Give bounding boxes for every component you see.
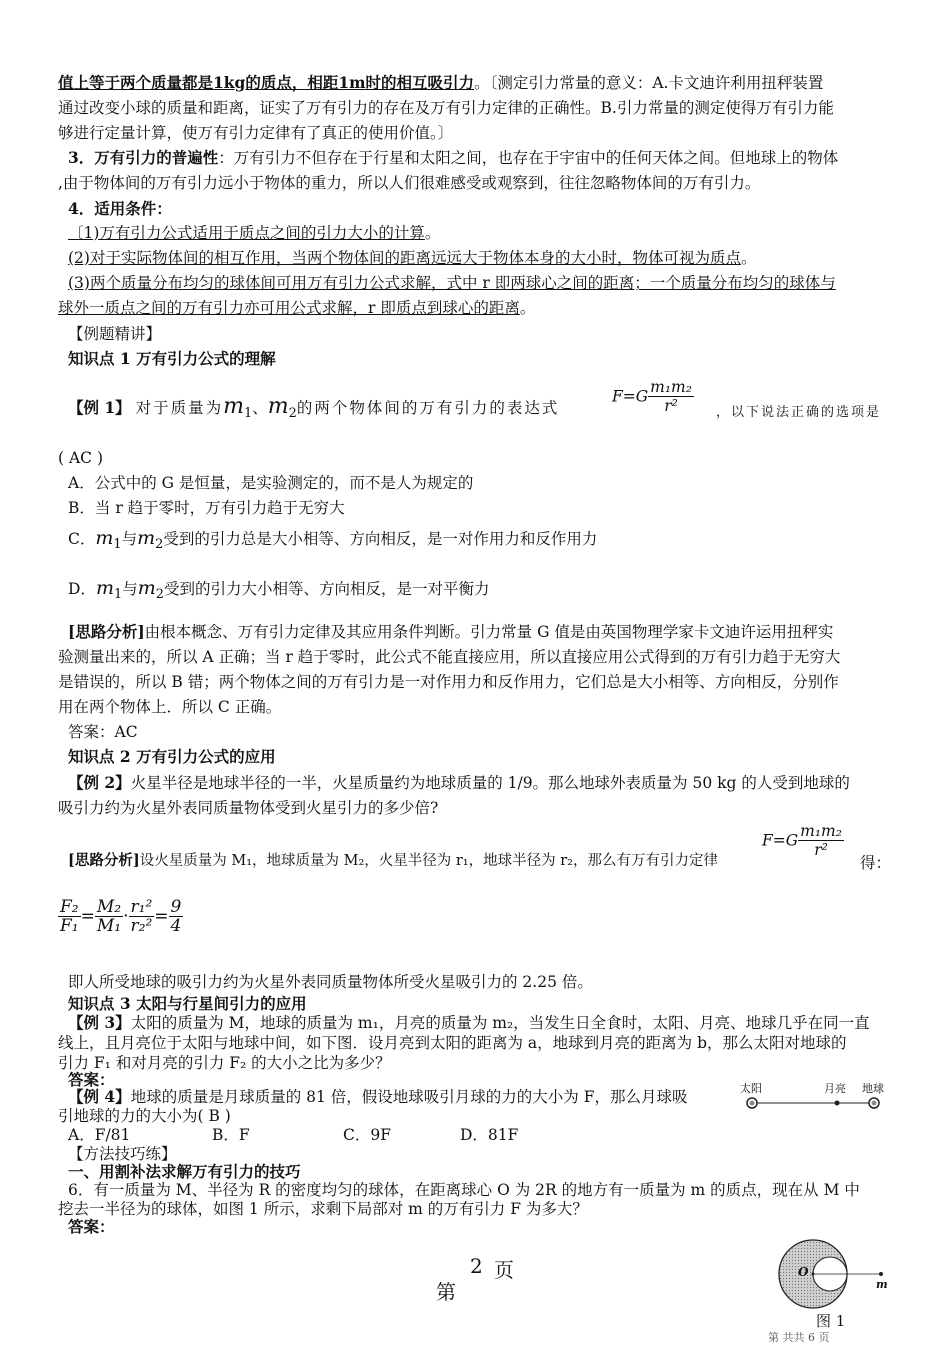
mass-point-icon <box>879 1272 883 1276</box>
ratio-4: 4 <box>170 916 182 936</box>
question-6-line-2: 挖去一半径为的球体，如图 1 所示，求剩下局部对 m 的万有引力 F 为多大？ <box>58 1200 588 1218</box>
paragraph-constant-line-2: 通过改变小球的质量和距离，证实了万有引力的存在及万有引力定律的正确性。B.引力常量的测定使得万有引力能 <box>58 99 834 117</box>
earth-core-icon <box>872 1101 877 1106</box>
example-4-label: 【例 4】 <box>68 1087 131 1106</box>
ratio-f1: F₁ <box>60 916 79 936</box>
example-4-line-2: 引地球的力的大小为( B ) <box>58 1107 231 1125</box>
universality-line-1 <box>68 148 838 168</box>
knowledge-point-1: 知识点 1 万有引力公式的理解 <box>68 349 276 368</box>
page-number: 2 <box>470 1254 483 1278</box>
skill-1-heading: 一、用割补法求解万有引力的技巧 <box>68 1162 301 1181</box>
ratio-m2: M₂ <box>96 897 122 917</box>
analysis-1-line-4: 用在两个物体上．所以 C 正确。 <box>58 698 282 716</box>
condition-1-text: 〔1)万有引力公式适用于质点之间的引力大小的计算 <box>68 224 425 242</box>
option-d-and: 与 <box>122 580 138 598</box>
example-4-option-d: D．81F <box>460 1126 519 1144</box>
example-1-m2-sub: 2 <box>288 406 297 422</box>
option-c-prefix: C． <box>68 530 96 548</box>
example-1-text-4: ，以下说法正确的选项是 <box>716 405 882 420</box>
ratio-r1-r2 <box>129 898 155 935</box>
constant-meaning: 。〔测定引力常量的意义：A.卡文迪许利用扭秤装置 <box>474 74 824 92</box>
center-point <box>812 1273 815 1276</box>
analysis-1-line-3: 是错误的，所以 B 错；两个物体之间的万有引力是一对作用力和反作用力，它们总是大小相等、方向相反，分别作 <box>58 673 839 691</box>
sun-moon-earth-diagram <box>738 1078 898 1114</box>
condition-3-line-2 <box>58 298 535 318</box>
example-3-text-1: 太阳的质量为 M，地球的质量为 m₁，月亮的质量为 m₂，当发生日全食时，太阳、月亮、地球几乎在同一直 <box>130 1014 870 1032</box>
example-1-answer: ( AC ) <box>58 449 104 467</box>
example-4-line-1 <box>68 1087 687 1107</box>
option-c: C．$m_1$与$m_2$受到的引力总是大小相等、方向相反，是一对作用力和反作用力 <box>68 527 598 553</box>
formula-denominator: r² <box>664 397 678 415</box>
figure-1 <box>768 1232 896 1344</box>
example-1-text-1: 对于质量为 <box>135 399 224 417</box>
examples-heading: 【例题精讲】 <box>68 325 162 343</box>
example-3-line-2: 线上，且月亮位于太阳与地球中间，如下图．设月亮到太阳的距离为 a，地球到月亮的距离为 b，那么太阳对地球的 <box>58 1034 847 1052</box>
condition-3b-text: 球外一质点之间的万有引力亦可用公式求解，r 即质点到球心的距离 <box>58 299 520 317</box>
moon-icon <box>835 1101 840 1106</box>
condition-2-end: 。 <box>740 249 757 267</box>
ratio-f2-f1 <box>58 898 81 935</box>
example-4-option-b: B．F <box>212 1126 250 1144</box>
example-2-line-2: 吸引力约为火星外表同质量物体受到火星引力的多少倍? <box>58 799 439 817</box>
skills-heading: 【方法技巧练】 <box>68 1145 177 1163</box>
condition-3-end: 。 <box>519 299 536 317</box>
analysis-1-line-1 <box>68 622 833 642</box>
option-d-prefix: D． <box>68 580 96 598</box>
example-4-option-c: C．9F <box>343 1126 391 1144</box>
option-d: D．$m_1$与$m_2$受到的引力大小相等、方向相反，是一对平衡力 <box>68 577 490 603</box>
ratio-r2: r₂² <box>130 916 153 936</box>
universality-line-2: ,由于物体间的万有引力远小于物体的重力，所以人们很难感受或观察到，往往忽略物体间的万有引力。 <box>58 174 761 192</box>
formula-2-fraction <box>798 822 844 859</box>
ratio-9: 9 <box>170 897 182 917</box>
analysis-1-line-2: 验测量出来的，所以 A 正确；当 r 趋于零时，此公式不能直接应用，所以直接应用公式得到的万有引力趋于无穷大 <box>58 648 841 666</box>
example-1-m2: m <box>267 394 289 419</box>
figure-1-o-label: O <box>798 1265 809 1279</box>
formula-2-denominator: r² <box>814 841 828 859</box>
example-2-text-1: 火星半径是地球半径的一半，火星质量约为地球质量的 1/9。那么地球外表质量为 50 kg 的人受到地球的 <box>130 774 850 792</box>
figure-1-drawing <box>776 1232 896 1312</box>
formula-numerator: m₁m₂ <box>650 378 692 396</box>
option-b: B．当 r 趋于零时，万有引力趋于无穷大 <box>68 499 345 517</box>
constant-definition: 值上等于两个质量都是1kg的质点，相距1m时的相互吸引力 <box>58 73 475 92</box>
diagram-bodies <box>738 1094 898 1112</box>
example-2-line-1 <box>68 773 850 793</box>
analysis-2-conclusion: 即人所受地球的吸引力约为火星外表同质量物体所受火星吸引力的 2.25 倍。 <box>68 973 593 991</box>
ratio-9-4 <box>169 898 184 935</box>
paragraph-constant-line-3: 够进行定量计算，使万有引力定律有了真正的使用价值。〕 <box>58 124 454 142</box>
example-1-label: 【例 1】 <box>68 398 131 417</box>
ratio-r1: r₁² <box>130 897 153 917</box>
ratio-m2-m1 <box>95 898 123 935</box>
page-ye: 页 <box>494 1258 514 1282</box>
example-1-m1-sub: 1 <box>244 406 253 422</box>
sun-core-icon <box>750 1101 755 1106</box>
example-4-text-1: 地球的质量是月球质量的 81 倍，假设地球吸引月球的力的大小为 F，那么月球吸 <box>130 1088 688 1106</box>
example-3-line-1 <box>68 1013 870 1033</box>
example-4-option-a: A．F/81 <box>68 1126 131 1144</box>
diagram-moon-label: 月亮 <box>824 1082 846 1095</box>
example-3-line-3: 引力 F₁ 和对月亮的引力 F₂ 的大小之比为多少？ <box>58 1054 391 1072</box>
condition-2-text: (2)对于实际物体间的相互作用，当两个物体间的距离远远大于物体本身的大小时，物体可视为质点 <box>68 249 741 267</box>
footer-partial: 第 共共 6 页 <box>768 1331 830 1344</box>
example-3-answer: 答案： <box>68 1070 115 1089</box>
example-1-text-3: 的两个物体间的万有引力的表达式 <box>296 399 560 417</box>
analysis-2-label: [思路分析] <box>68 852 140 869</box>
figure-1-caption: 图 1 <box>816 1312 846 1330</box>
knowledge-point-3: 知识点 3 太阳与行星间引力的应用 <box>68 994 307 1013</box>
example-1-formula <box>612 378 694 415</box>
option-c-text: 受到的引力总是大小相等、方向相反，是一对作用力和反作用力 <box>163 530 598 548</box>
condition-3-line-1: (3)两个质量分布均匀的球体间可用万有引力公式求解，式中 r 即两球心之间的距离；一个质量分布均匀的球体与 <box>68 274 836 292</box>
paragraph-constant-line-1 <box>58 73 823 93</box>
analysis-1-label: [思路分析] <box>68 622 145 641</box>
analysis-1-text-1: 由根本概念、万有引力定律及其应用条件判断。引力常量 G 值是由英国物理学家卡文迪许运用扭秤实 <box>144 623 834 641</box>
ratio-equation: $\frac{\text{F₂}}{\text{F₁}}$ = $\frac{\text{M₂}}{\text{M₁}}$ · $\frac{\text{r₁²}}{\text{r₂²}}$ = $\frac{9}{4}$ <box>60 897 182 936</box>
condition-1-end: 。 <box>424 224 441 242</box>
formula-F-eq-G: F=G <box>612 387 649 406</box>
ratio-f2: F₂ <box>60 897 79 917</box>
ratio-m1: M₁ <box>96 916 122 936</box>
figure-1-m-label: m <box>876 1278 888 1291</box>
analysis-1-answer: 答案：AC <box>68 723 138 741</box>
analysis-2-formula <box>762 822 844 859</box>
question-6-answer: 答案： <box>68 1217 115 1236</box>
diagram-sun-label: 太阳 <box>740 1082 762 1095</box>
universality-text: ：万有引力不但存在于行星和太阳之间，也存在于宇宙中的任何天体之间。但地球上的物体 <box>218 149 839 167</box>
analysis-2-text: 设火星质量为 M₁，地球质量为 M₂，火星半径为 r₁，地球半径为 r₂，那么有万有引力定律 <box>139 853 718 869</box>
formula-2-F-eq-G: F=G <box>762 831 799 850</box>
conditions-title: 4．适用条件： <box>68 199 172 218</box>
diagram-earth-label: 地球 <box>862 1082 884 1095</box>
universality-title: 3．万有引力的普遍性 <box>68 148 219 167</box>
page-di: 第 <box>436 1280 456 1304</box>
example-3-label: 【例 3】 <box>68 1013 131 1032</box>
example-2-label: 【例 2】 <box>68 773 131 792</box>
condition-2 <box>68 248 756 268</box>
formula-fraction <box>648 378 694 415</box>
condition-1 <box>68 223 440 243</box>
formula-2-numerator: m₁m₂ <box>800 822 842 840</box>
knowledge-point-2: 知识点 2 万有引力公式的应用 <box>68 747 276 766</box>
option-d-text: 受到的引力大小相等、方向相反，是一对平衡力 <box>163 580 490 598</box>
example-1-sep: 、 <box>252 399 268 417</box>
question-6-line-1: 6．有一质量为 M、半径为 R 的密度均匀的球体，在距离球心 O 为 2R 的地方有一质量为 m 的质点，现在从 M 中 <box>68 1181 860 1199</box>
option-c-and: 与 <box>121 530 138 548</box>
analysis-2-get: 得： <box>860 854 892 872</box>
analysis-2-line-1 <box>68 851 718 871</box>
example-1-stem <box>68 392 559 429</box>
option-a: A．公式中的 G 是恒量，是实验测定的，而不是人为规定的 <box>68 474 474 492</box>
example-1-m1: m <box>223 394 245 419</box>
